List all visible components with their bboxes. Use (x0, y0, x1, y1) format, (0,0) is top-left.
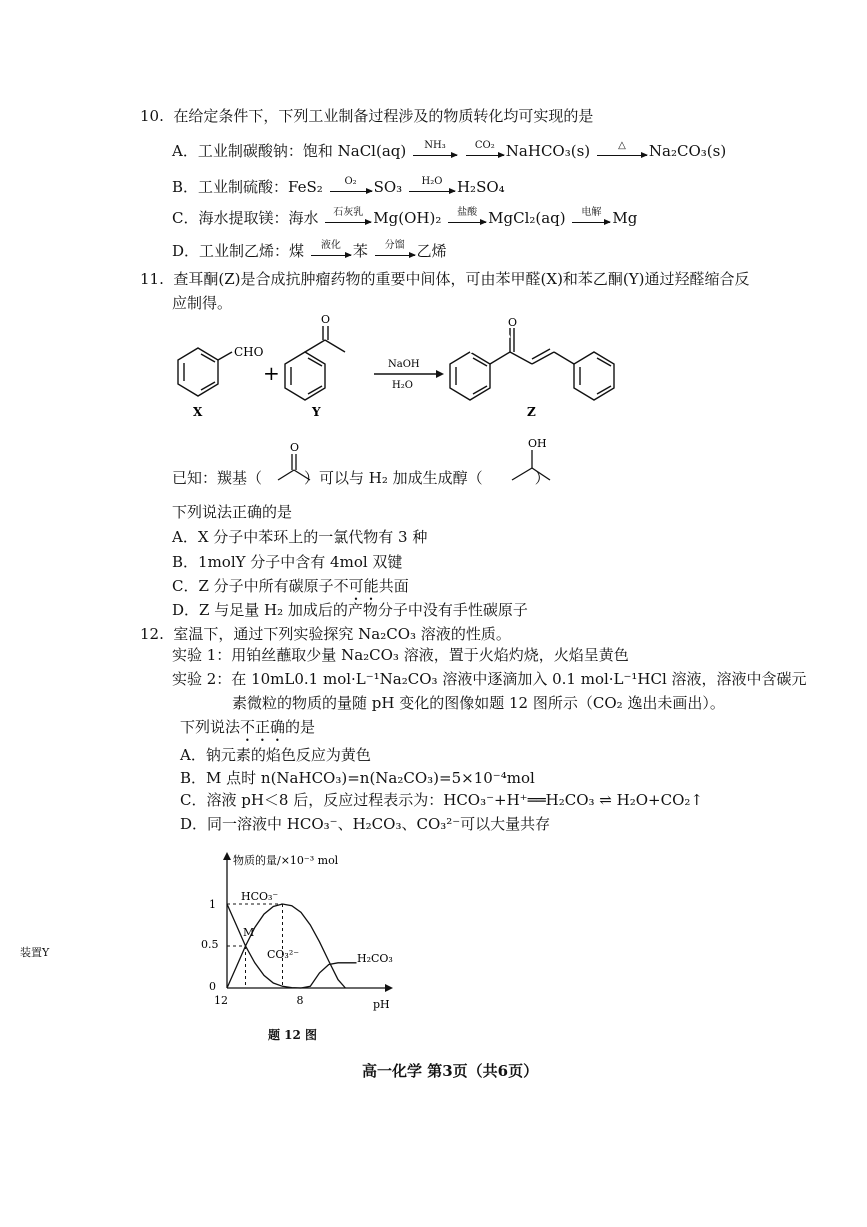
svg-text:O: O (290, 441, 300, 454)
page-footer: 高一化学 第3页（共6页） (362, 1062, 539, 1080)
series-label-h2co3: H₂CO₃ (357, 952, 393, 965)
y-tick-0: 0 (209, 980, 216, 993)
o-label-z: O (508, 316, 518, 329)
alcohol-structure (500, 430, 570, 486)
y-tick-1: 1 (209, 898, 216, 911)
q11-known: 已知：羰基（ ）可以与 H₂ 加成生成醇（ ） (172, 469, 550, 487)
q10-option-a: A．工业制碳酸钠：饱和 NaCl(aq) NH₃ CO₂ NaHCO₃(s) △ Na₂CO₃(s) (172, 139, 727, 160)
arrow: CO₂ (466, 149, 504, 156)
q11-option-c: C．Z 分子中所有碳原子不可能共面 (172, 577, 409, 595)
arrow: 液化 (311, 249, 351, 256)
q12-option-d: D．同一溶液中 HCO₃⁻、H₂CO₃、CO₃²⁻可以大量共存 (180, 815, 551, 833)
series-label-hco3: HCO₃⁻ (241, 890, 279, 903)
series-line-2 (301, 963, 357, 988)
reagent-bottom: H₂O (392, 380, 413, 391)
x-axis-label: pH (373, 998, 390, 1011)
q11-ask: 下列说法正确的是 (172, 503, 293, 521)
arrow: 电解 (572, 216, 610, 223)
q11-option-b: B．1molY 分子中含有 4mol 双键 (172, 553, 403, 571)
label-z: Z (527, 405, 536, 419)
arrow: △ (597, 149, 647, 156)
arrow: O₂ (330, 185, 372, 192)
y-tick-0.5: 0.5 (201, 938, 219, 951)
plus-sign: + (263, 361, 280, 385)
chart-caption: 题 12 图 (268, 1028, 318, 1042)
y-axis-label: 物质的量/×10⁻³ mol (233, 854, 339, 867)
q11-stem-line2: 应制得。 (172, 294, 233, 312)
x-tick-12: 12 (214, 994, 228, 1007)
q12-option-c: C．溶液 pH＜8 后，反应过程表示为：HCO₃⁻+H⁺══H₂CO₃ ⇌ H₂O+CO₂↑ (180, 791, 703, 809)
arrow: 盐酸 (448, 216, 486, 223)
q12-exp1: 实验 1：用铂丝蘸取少量 Na₂CO₃ 溶液，置于火焰灼烧，火焰呈黄色 (172, 646, 629, 664)
q12-option-a: A．钠元素的焰色反应为黄色 (180, 746, 371, 764)
arrow: 分馏 (375, 249, 415, 256)
reaction-scheme (160, 312, 640, 422)
q11-option-d: D．Z 与足量 H₂ 加成后的产物分子中没有手性碳原子 (172, 601, 528, 619)
arrow: H₂O (409, 185, 455, 192)
side-mark: 装置Y (20, 946, 50, 959)
q12-exp2-line2: 素微粒的物质的量随 pH 变化的图像如题 12 图所示（CO₂ 逸出未画出）。 (232, 694, 725, 712)
label-y: Y (312, 405, 321, 419)
q10-option-c: C．海水提取镁：海水 石灰乳 Mg(OH)₂ 盐酸 MgCl₂(aq) 电解 Mg (172, 206, 638, 227)
q12-option-b: B．M 点时 n(NaHCO₃)=n(Na₂CO₃)=5×10⁻⁴mol (180, 769, 535, 787)
q10-stem: 10. 在给定条件下，下列工业制备过程涉及的物质转化均可实现的是 (140, 107, 594, 125)
o-label-y: O (321, 313, 331, 326)
carbonyl-structure (270, 440, 330, 488)
cho-label: CHO (234, 345, 264, 359)
point-m-label: M (243, 926, 255, 939)
q10-option-b: B．工业制硫酸：FeS₂ O₂ SO₃ H₂O H₂SO₄ (172, 175, 505, 196)
x-axis-arrow (385, 984, 393, 992)
arrow: NH₃ (413, 149, 457, 156)
q10-option-d: D．工业制乙烯：煤 液化 苯 分馏 乙烯 (172, 239, 447, 260)
q12-stem: 12. 室温下，通过下列实验探究 Na₂CO₃ 溶液的性质。 (140, 625, 511, 643)
label-x: X (193, 405, 203, 419)
q12-chart (195, 848, 415, 1023)
series-line-0 (227, 904, 345, 988)
x-tick-8: 8 (296, 994, 304, 1007)
q12-ask: 下列说法不正确的是 (180, 718, 316, 736)
svg-text:OH: OH (528, 437, 547, 450)
series-line-1 (227, 904, 301, 988)
series-label-co3: CO₃²⁻ (267, 948, 300, 961)
y-axis-arrow (223, 852, 231, 860)
q12-exp2-line1: 实验 2：在 10mL0.1 mol·L⁻¹Na₂CO₃ 溶液中逐滴加入 0.1 mol·L⁻¹HCl 溶液，溶液中含碳元 (172, 670, 807, 688)
q11-option-a: A．X 分子中苯环上的一氯代物有 3 种 (172, 528, 428, 546)
q11-stem-line1: 11. 查耳酮(Z)是合成抗肿瘤药物的重要中间体，可由苯甲醛(X)和苯乙酮(Y)通过羟醛缩合反 (140, 270, 750, 288)
arrow: 石灰乳 (325, 216, 371, 223)
reagent-top: NaOH (388, 359, 420, 370)
